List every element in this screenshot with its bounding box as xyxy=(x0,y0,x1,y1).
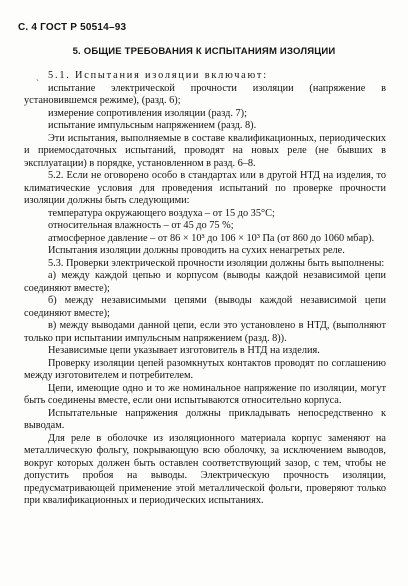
clause-5-3-item: а) между каждой цепью и корпусом (выводы каждой независимой цепи соединяют вместе); xyxy=(24,270,386,294)
clause-5-3-paragraph: Для реле в оболочке из изоляционного материала корпус заменяют на металлическую фольгу, покрывающую всю оболочку, за исключением выводов, вокруг которых должен быть оставлен соответствующий зазор, с тем, чтобы не допустить пробоя на выводы. Электрическую прочность изоляции, предусматривающей применение этой металлической фольги, проверяют только при квалификационных и периодических испытаниях. xyxy=(24,432,386,506)
clause-5-2-paragraph: Испытания изоляции должны проводить на сухих ненагретых реле. xyxy=(48,245,345,256)
clause-5-1-item: испытание импульсным напряжением (разд. 8). xyxy=(48,120,257,131)
clause-5-1-item: испытание электрической прочности изоляции (напряжение в установившемся режиме), (разд. 6); xyxy=(24,82,386,106)
clause-5-1-heading: 5.1. Испытания изоляции включают: xyxy=(48,70,268,81)
clause-5-2: 5.2. Если не оговорено особо в стандартах или в другой НТД на изделия, то климатические условия для проведения испытаний по проверке прочности изоляции должны быть следующими: xyxy=(24,170,386,206)
clause-5-3-item: б) между независимыми цепями (выводы каждой независимой цепи соединяют вместе); xyxy=(24,295,386,319)
clause-5-1-item: измерение сопротивления изоляции (разд. 7); xyxy=(48,107,247,119)
clause-5-3-paragraph: Испытательные напряжения должны прикладывать непосредственно к выводам. xyxy=(24,407,386,431)
page-header: С. 4 ГОСТ Р 50514–93 xyxy=(18,22,127,33)
clause-5-2-item: атмосферное давление – от 86 × 10³ до 106 × 10³ Па (от 860 до 1060 мбар). xyxy=(48,232,375,244)
clause-5-2-item: температура окружающего воздуха – от 15 до 35°С; xyxy=(48,207,275,219)
clause-5-3: 5.3. Проверки электрической прочности изоляции должны быть выполнены: xyxy=(48,257,385,269)
clause-5-2-item: относительная влажность – от 45 до 75 %; xyxy=(48,220,234,231)
document-body xyxy=(24,70,386,508)
clause-5-3-paragraph: Цепи, имеющие одно и то же номинальное напряжение по изоляции, могут быть соединены вместе, если они испытываются относительно корпуса. xyxy=(24,382,386,406)
margin-mark: ` xyxy=(36,78,39,88)
clause-5-3-paragraph: Проверку изоляции цепей разомкнутых контактов проводят по соглашению между изготовителем и потребителем. xyxy=(24,357,386,381)
clause-5-3-paragraph: Независимые цепи указывает изготовитель в НТД на изделия. xyxy=(48,345,320,356)
section-title: 5. ОБЩИЕ ТРЕБОВАНИЯ К ИСПЫТАНИЯМ ИЗОЛЯЦИИ xyxy=(72,46,336,57)
clause-5-3-item: в) между выводами данной цепи, если это установлено в НТД, (выполняют только при испытании импульсным напряжением (разд. 8)). xyxy=(24,320,386,344)
clause-5-1-paragraph: Эти испытания, выполняемые в составе квалификационных, периодических и приемосдаточных испытаний, проводят на новых реле (не бывших в эксплуатации) в порядке, установленном в разд. 6–8. xyxy=(24,132,386,169)
